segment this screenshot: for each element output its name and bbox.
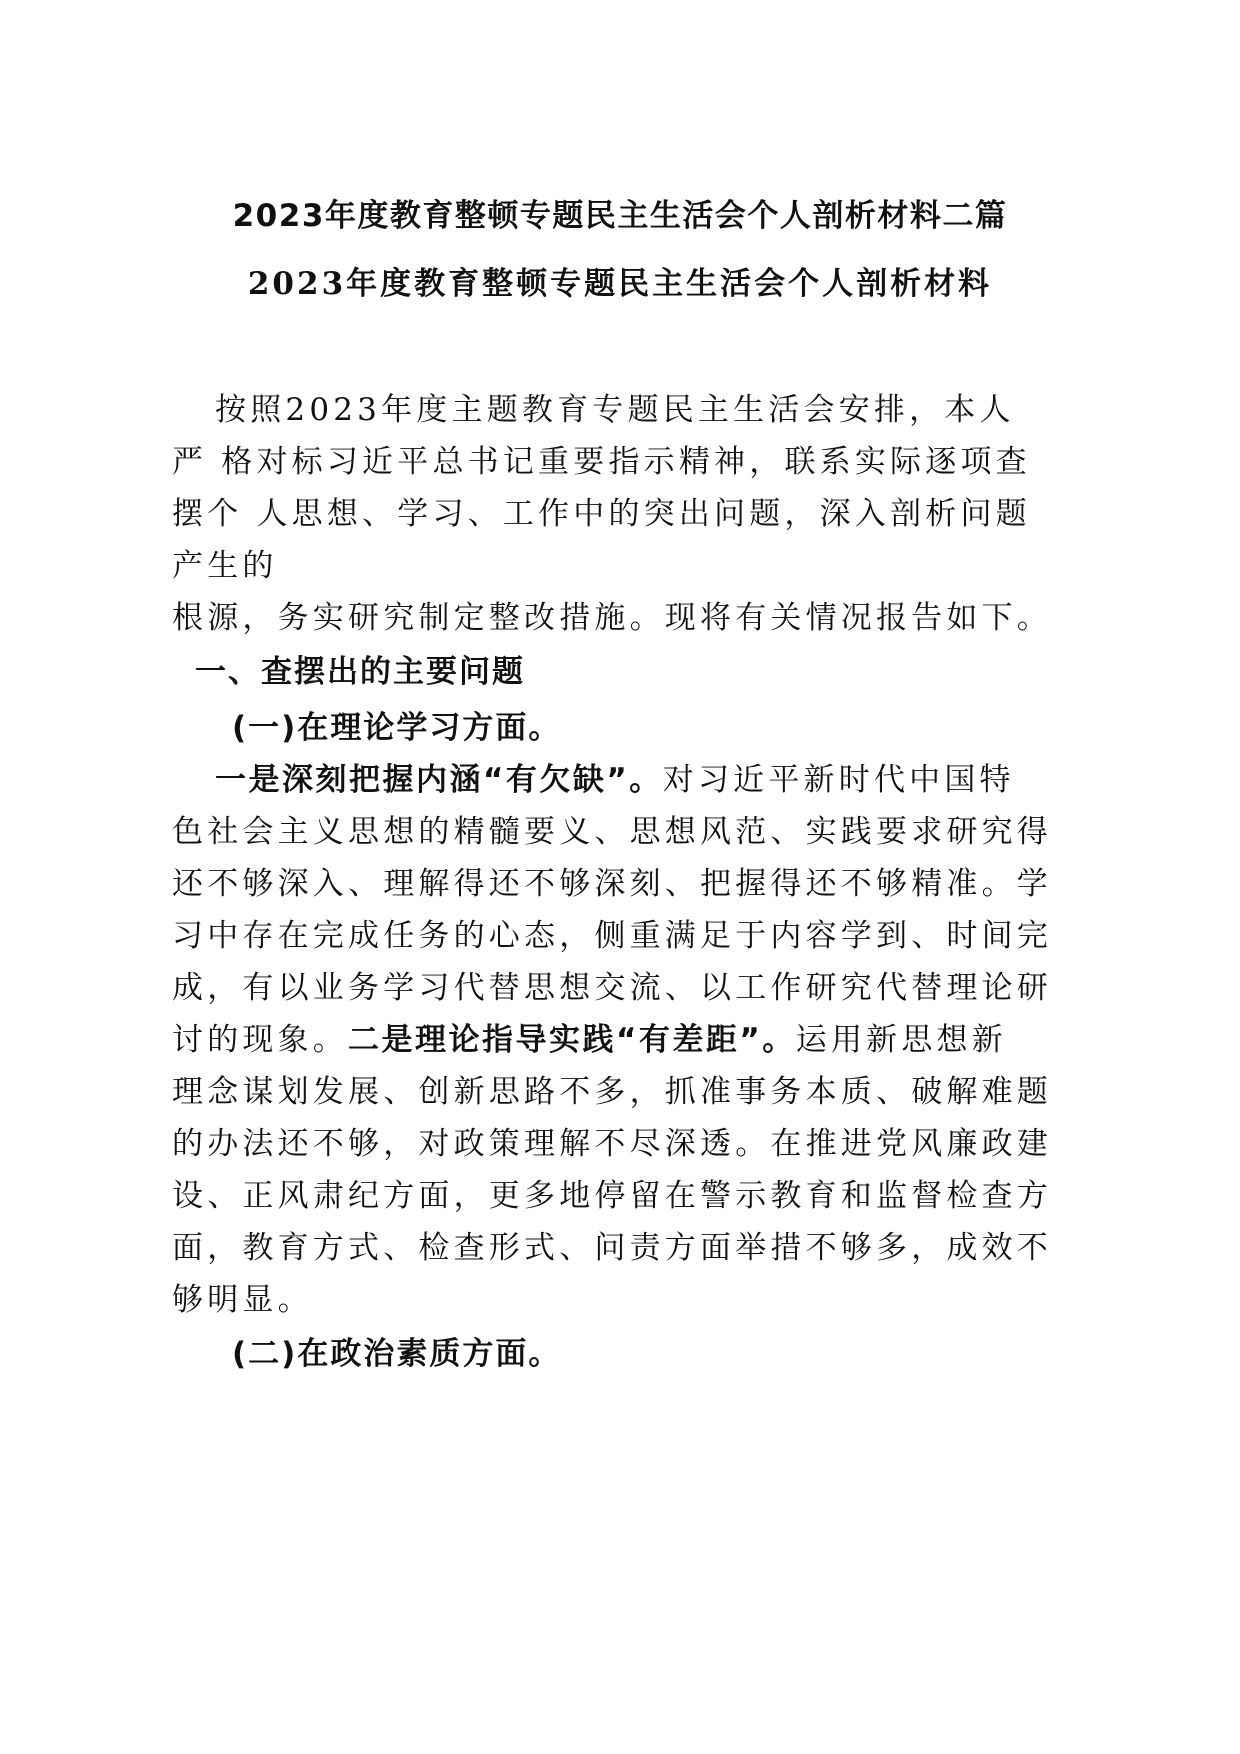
paragraph-line: 面，教育方式、检查形式、问责方面举措不够多，成效不 (172, 1230, 1052, 1266)
paragraph-line: 的办法还不够，对政策理解不尽深透。在推进党风廉政建 (172, 1126, 1052, 1162)
subsection-heading: (一)在理论学习方面。 (232, 710, 562, 746)
paragraph-line: 还不够深入、理解得还不够深刻、把握得还不够精准。学 (172, 866, 1052, 902)
subsection-heading: (二)在政治素质方面。 (232, 1336, 562, 1372)
intro-line: 按照2023年度主题教育专题民主生活会安排，本人 (215, 392, 1015, 428)
point-text: 运用新思想新 (795, 1022, 1007, 1058)
point-text: 讨的现象。 (172, 1022, 348, 1058)
point-text: 对习近平新时代中国特 (662, 762, 1015, 798)
paragraph-line: 习中存在完成任务的心态，侧重满足于内容学到、时间完 (172, 918, 1052, 954)
paragraph-line: 够明显。 (172, 1282, 313, 1318)
intro-line: 摆个 人思想、学习、工作中的突出问题，深入剖析问题 (172, 496, 1031, 532)
document-sub-title: 2023年度教育整顿专题民主生活会个人剖析材料 (247, 266, 993, 302)
intro-line: 产生的 (172, 548, 278, 584)
document-main-title: 2023年度教育整顿专题民主生活会个人剖析材料二篇 (232, 198, 1008, 234)
point-title: 二是理论指导实践“有差距”。 (348, 1022, 796, 1058)
paragraph-line: 成，有以业务学习代替思想交流、以工作研究代替理论研 (172, 970, 1052, 1006)
section-heading: 一、查摆出的主要问题 (195, 654, 525, 690)
intro-line: 根源，务实研究制定整改措施。现将有关情况报告如下。 (172, 600, 1052, 636)
paragraph-line: 设、正风肃纪方面，更多地停留在警示教育和监督检查方 (172, 1178, 1052, 1214)
paragraph-line: 理念谋划发展、创新思路不多，抓准事务本质、破解难题 (172, 1074, 1052, 1110)
point-title: 一是深刻把握内涵“有欠缺”。 (215, 762, 663, 798)
intro-line: 严 格对标习近平总书记重要指示精神，联系实际逐项查 (172, 444, 1031, 480)
paragraph-line: 色社会主义思想的精髓要义、思想风范、实践要求研究得 (172, 814, 1052, 850)
paragraph-line (215, 760, 1015, 800)
paragraph-line (172, 1020, 1007, 1060)
